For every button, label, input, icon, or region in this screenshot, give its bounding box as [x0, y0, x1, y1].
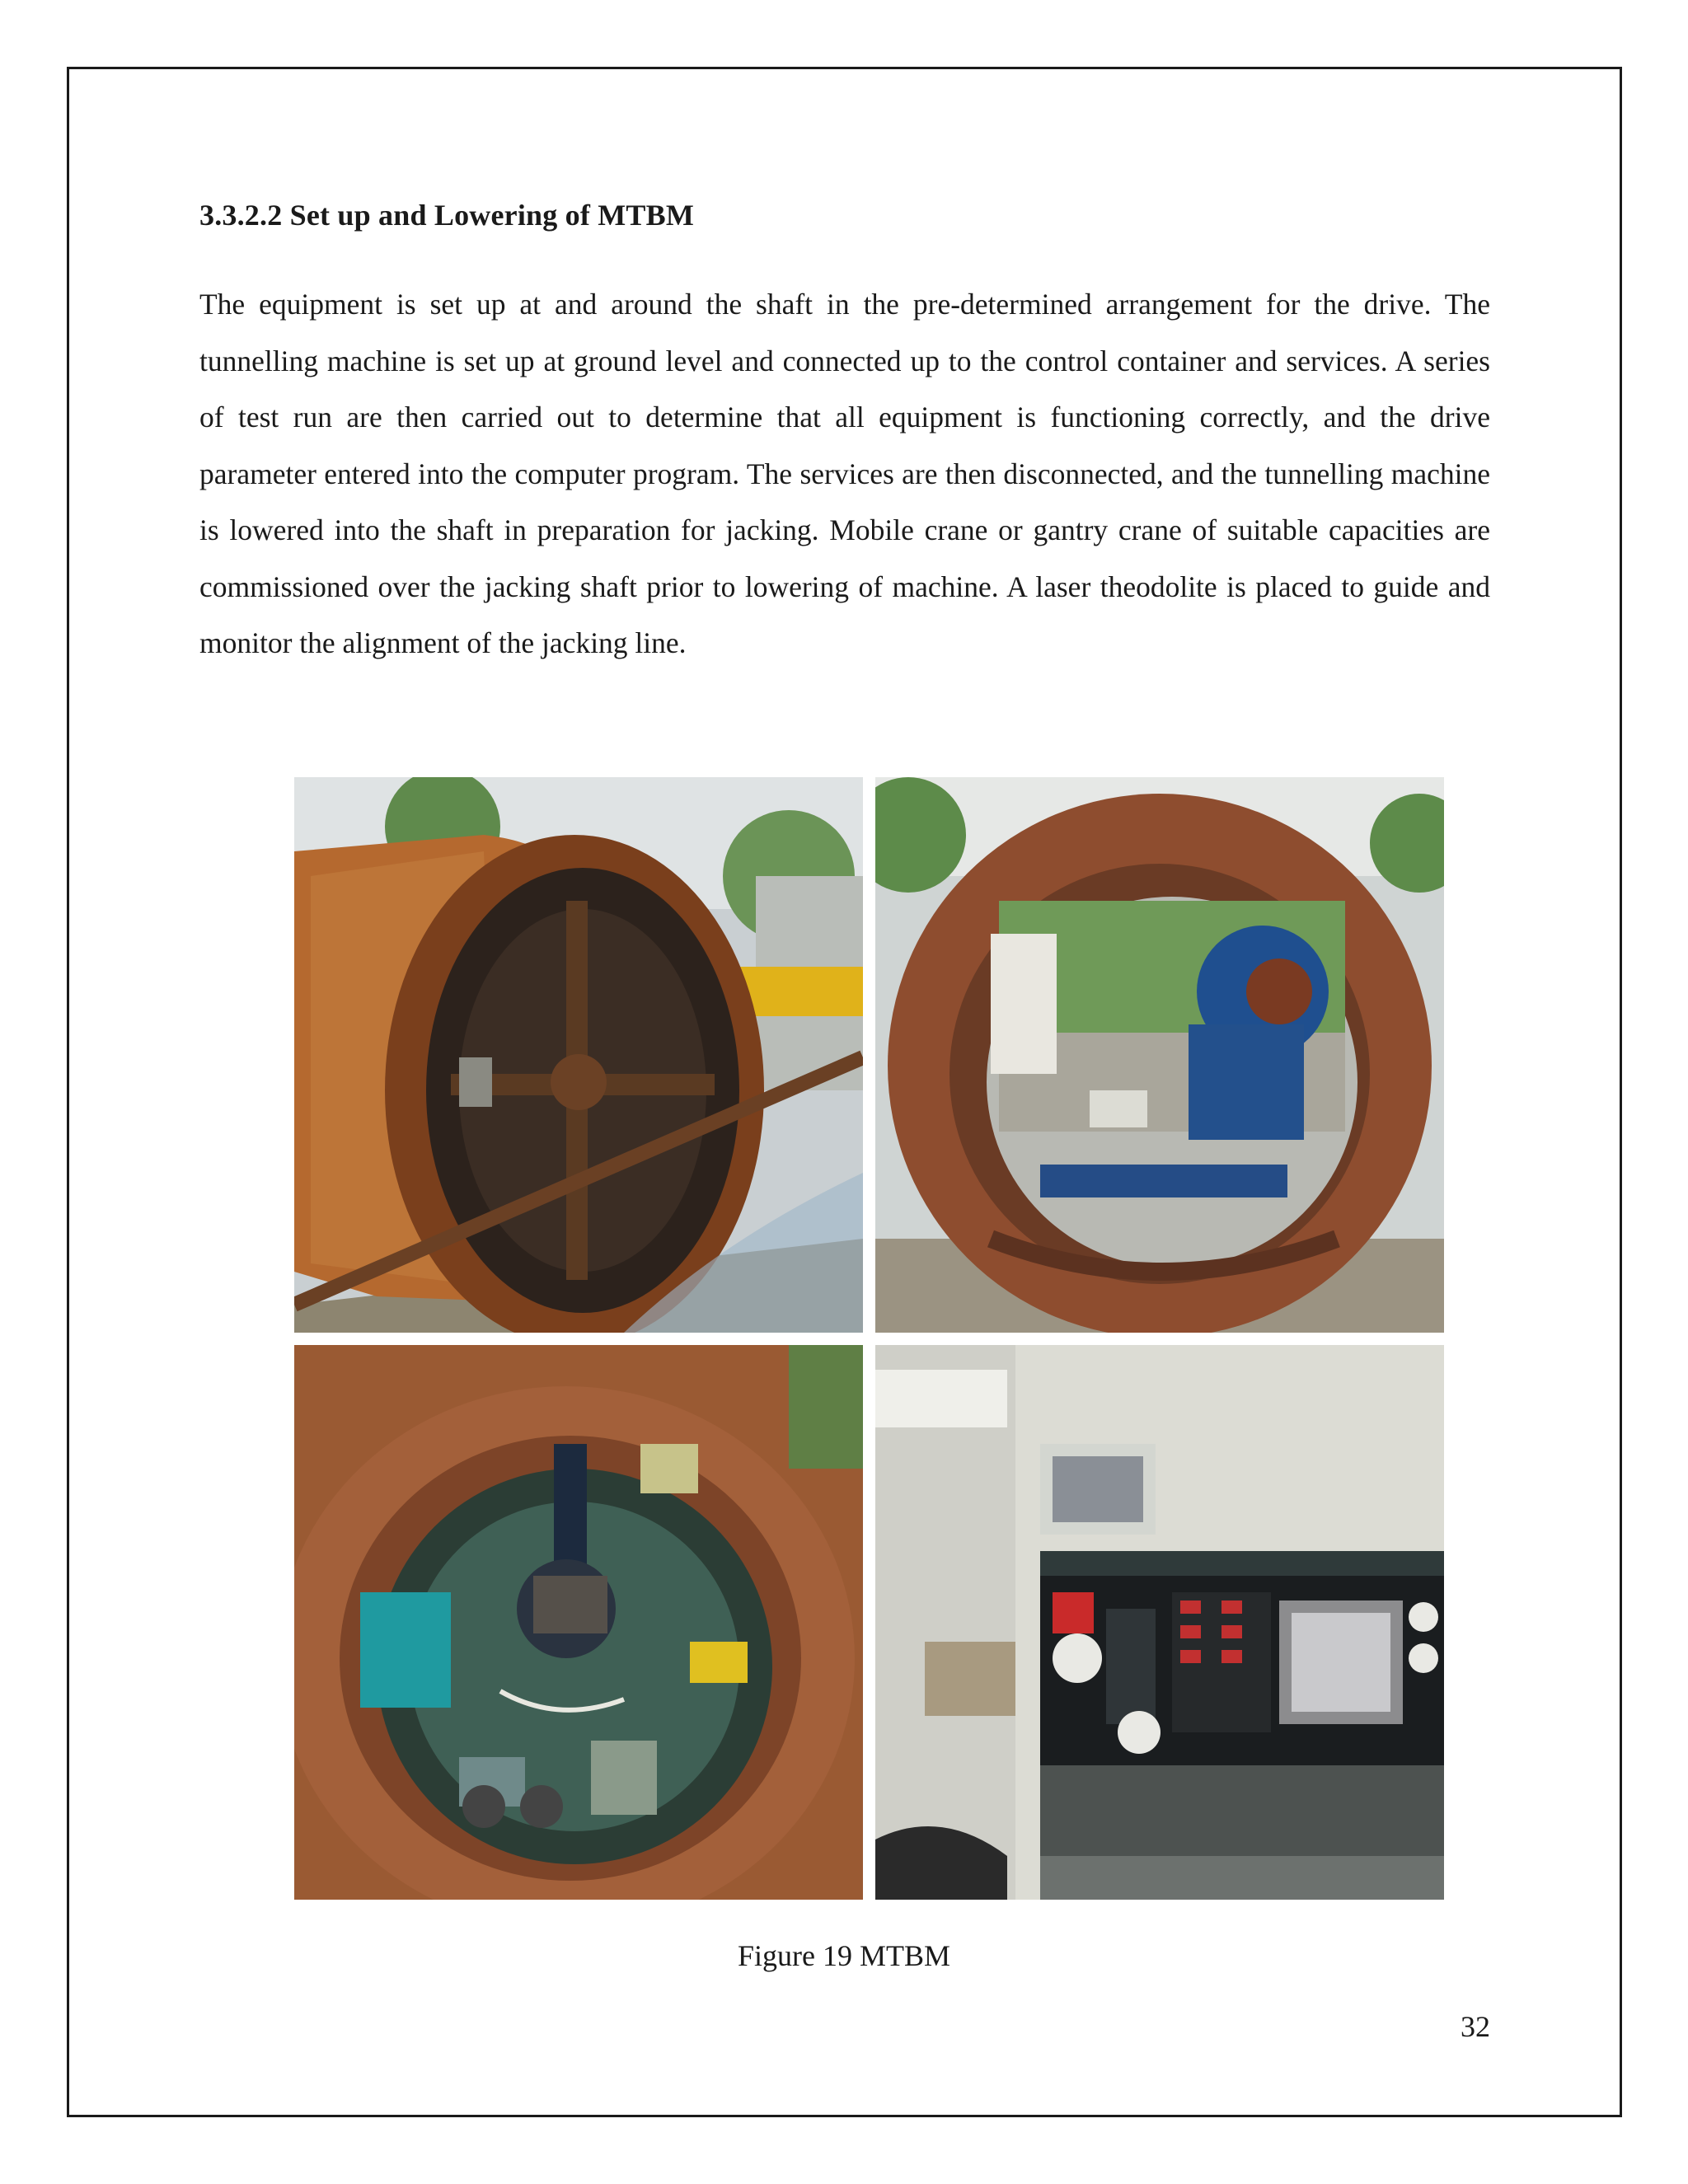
mtbm-interior-photo [294, 1345, 863, 1900]
body-paragraph: The equipment is set up at and around the shaft in the pre-determined arrangement for the drive. The tunnelling machine is set up at ground level and connected up to the control container and services. A series of test run are then carried out to determine that all equipment is functioning correctly, and the drive parameter entered into the computer program. The services are then disconnected, and the tunnelling machine is lowered into the shaft in preparation for jacking. Mobile crane or gantry crane of suitable capacities are commissioned over the jacking shaft prior to lowering of machine. A laser theodolite is placed to guide and monitor the alignment of the jacking line. [199, 288, 1490, 659]
control-container-panel-photo [875, 1345, 1444, 1900]
figure-caption: Figure 19 MTBM [737, 1939, 950, 1972]
mtbm-rear-shield-photo [875, 777, 1444, 1333]
figure-photo-grid [294, 777, 1444, 1900]
mtbm-cutter-head-photo [294, 777, 863, 1333]
page-number: 32 [1461, 2010, 1490, 2043]
section-heading: 3.3.2.2 Set up and Lowering of MTBM [199, 199, 695, 232]
